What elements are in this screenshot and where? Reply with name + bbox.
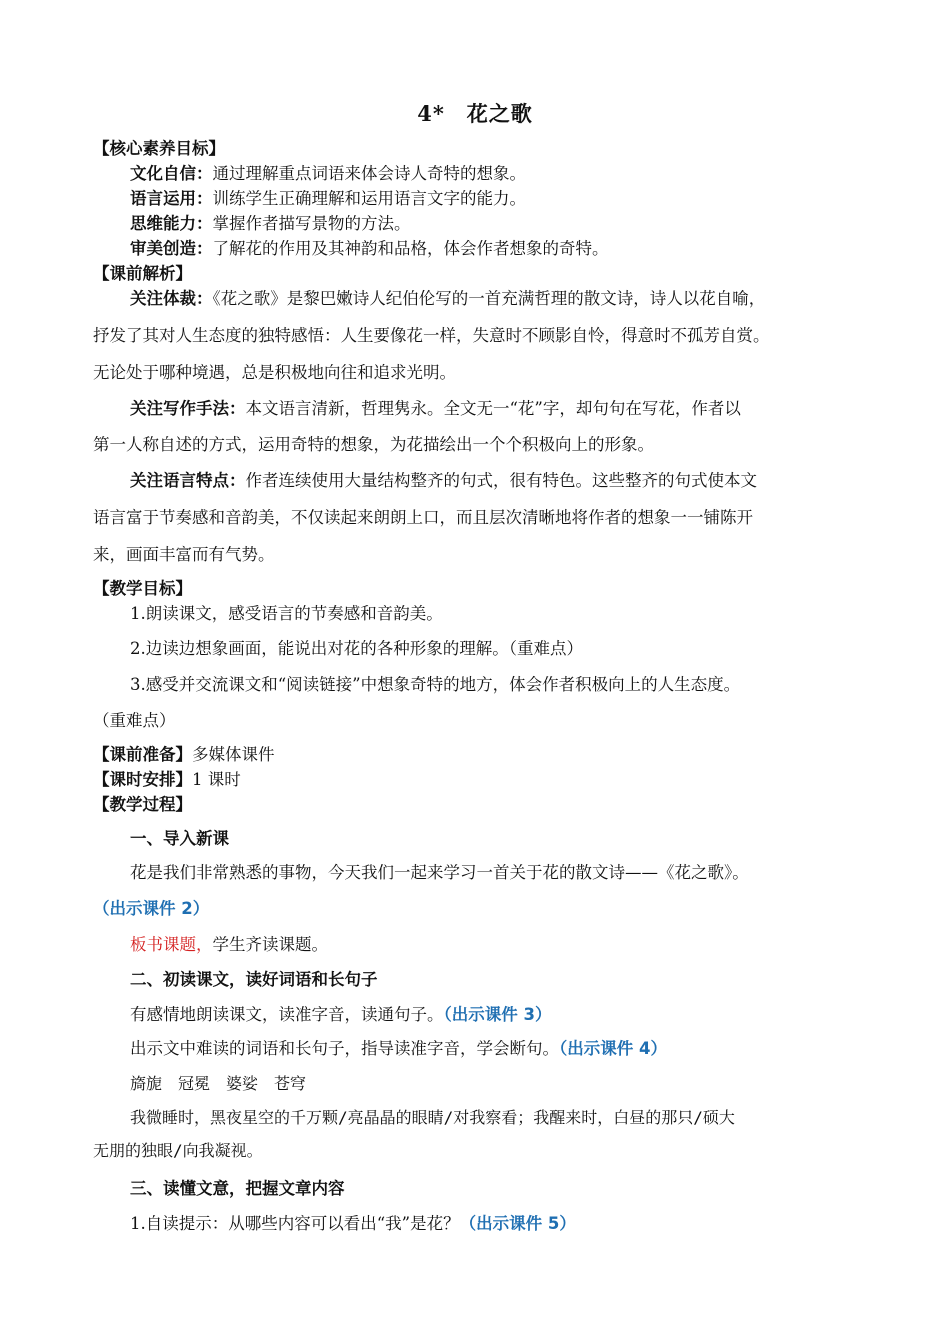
time-line: 【课时安排】1 课时 xyxy=(93,770,241,789)
difficult-words: 旖旎 冠冕 婆娑 苍穹 xyxy=(130,1074,307,1093)
analysis-paragraph-2-line: 第一人称自述的方式，运用奇特的想象，为花描绘出一个个积极向上的形象。 xyxy=(93,435,654,454)
section-paragraph: 花是我们非常熟悉的事物，今天我们一起来学习一首关于花的散文诗——《花之歌》。 xyxy=(130,863,749,882)
analysis-paragraph-1-line: 无论处于哪种境遇，总是积极地向往和追求光明。 xyxy=(93,363,456,382)
goal-item-note: （重难点） xyxy=(93,711,176,730)
analysis-paragraph-3: 关注语言特点：作者连续使用大量结构整齐的句式，很有特色。这些整齐的句式使本文 xyxy=(130,471,757,490)
goal-item: 1.朗读课文，感受语言的节奏感和音韵美。 xyxy=(130,604,443,623)
section-paragraph: 1.自读提示：从哪些内容可以看出“我”是花？（出示课件 5） xyxy=(130,1214,576,1233)
page-title: 4* 花之歌 xyxy=(417,101,533,126)
analysis-paragraph-2: 关注写作手法：本文语言清新，哲理隽永。全文无一“花”字，却句句在写花，作者以 xyxy=(130,399,741,418)
goal-item: 3.感受并交流课文和“阅读链接”中想象奇特的地方，体会作者积极向上的人生态度。 xyxy=(130,675,741,694)
section-heading: 一、导入新课 xyxy=(130,829,229,848)
section-paragraph: 有感情地朗读课文，读准字音，读通句子。（出示课件 3） xyxy=(130,1005,552,1024)
long-sentence-line: 我微睡时，黑夜星空的千万颗/亮晶晶的眼睛/对我察看；我醒来时，白昼的那只/硕大 xyxy=(130,1108,735,1127)
analysis-paragraph-3-line: 来，画面丰富而有气势。 xyxy=(93,545,275,564)
board-line: 板书课题，学生齐读课题。 xyxy=(130,935,328,954)
analysis-paragraph-3-line: 语言富于节奏感和音韵美，不仅读起来朗朗上口，而且层次清晰地将作者的想象一一铺陈开 xyxy=(93,508,753,527)
prep-line: 【课前准备】多媒体课件 xyxy=(93,745,275,764)
section-heading: 二、初读课文，读好词语和长句子 xyxy=(130,970,378,989)
process-heading: 【教学过程】 xyxy=(93,795,192,814)
analysis-paragraph-1: 关注体裁：《花之歌》是黎巴嫩诗人纪伯伦写的一首充满哲理的散文诗，诗人以花自喻， xyxy=(130,289,766,308)
goal-item: 2.边读边想象画面，能说出对花的各种形象的理解。（重难点） xyxy=(130,639,583,658)
section-paragraph: 出示文中难读的词语和长句子，指导读准字音，学会断句。（出示课件 4） xyxy=(130,1039,667,1058)
analysis-heading: 【课前解析】 xyxy=(93,264,192,283)
analysis-paragraph-1-line: 抒发了其对人生态度的独特感悟：人生要像花一样，失意时不顾影自怜，得意时不孤芳自赏。 xyxy=(93,326,770,345)
core-item: 思维能力：掌握作者描写景物的方法。 xyxy=(130,214,411,233)
goals-heading: 【教学目标】 xyxy=(93,579,192,598)
core-item: 语言运用：训练学生正确理解和运用语言文字的能力。 xyxy=(130,189,526,208)
long-sentence-line: 无朋的独眼/向我凝视。 xyxy=(93,1141,263,1160)
core-item: 文化自信：通过理解重点词语来体会诗人奇特的想象。 xyxy=(130,164,526,183)
core-item: 审美创造：了解花的作用及其神韵和品格，体会作者想象的奇特。 xyxy=(130,239,609,258)
courseware-ref: （出示课件 2） xyxy=(93,899,210,918)
core-heading: 【核心素养目标】 xyxy=(93,139,225,158)
section-heading: 三、读懂文意，把握文章内容 xyxy=(130,1179,345,1198)
